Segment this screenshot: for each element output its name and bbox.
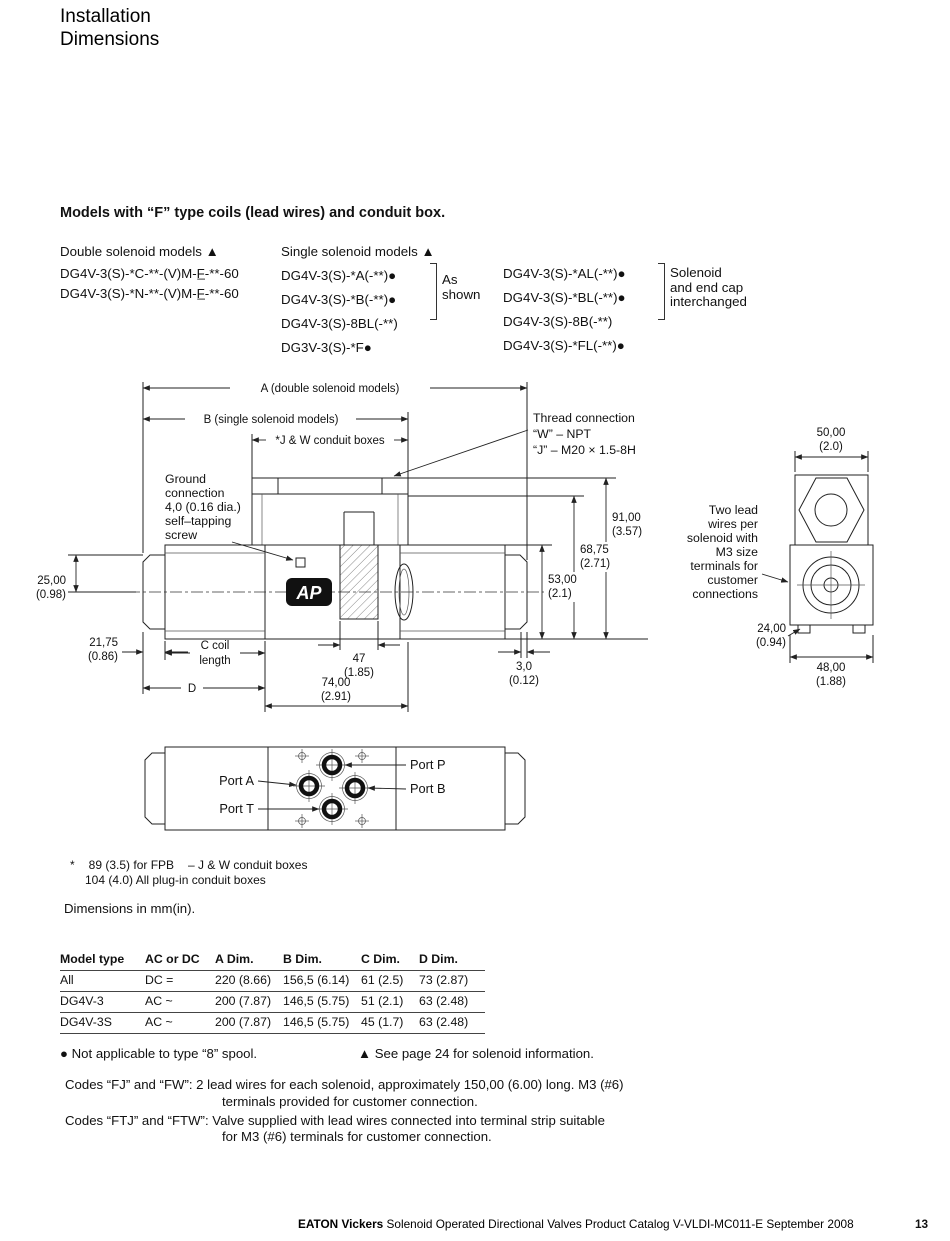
model-code: DG4V-3(S)-*B(-**)● — [281, 292, 397, 307]
two-lead-line3: solenoid with — [686, 531, 758, 545]
col-a-dim: A Dim. — [215, 950, 283, 971]
page-title-line1: Installation — [60, 6, 151, 27]
dim-48-in: (1.88) — [815, 676, 847, 688]
dim-conduit-box — [252, 434, 408, 478]
model-code: DG4V-3(S)-*AL(-**)● — [503, 266, 626, 281]
port-t-label: Port T — [219, 801, 254, 816]
two-lead-line7: connections — [692, 587, 758, 601]
ground-connection-note — [165, 472, 293, 560]
col-b-dim: B Dim. — [283, 950, 361, 971]
dim-c-coil — [165, 640, 265, 712]
two-lead-line6: customer — [707, 573, 758, 587]
dimensions-table — [60, 950, 485, 1034]
col-c-dim: C Dim. — [361, 950, 419, 971]
cell: 200 (7.87) — [215, 992, 283, 1013]
valve-bottom-view — [145, 747, 525, 830]
c-coil-label-line1: C coil — [200, 640, 230, 652]
page-title-line2: Dimensions — [60, 29, 160, 50]
codes-fj-fw-note-cont: terminals provided for customer connection. — [222, 1094, 478, 1109]
dim-74 — [265, 642, 408, 712]
interchanged-note-line2: and end cap — [670, 279, 744, 295]
dim-48-mm: 48,00 — [816, 662, 846, 674]
page-title — [60, 5, 159, 51]
interchanged-bracket — [658, 263, 665, 320]
model-code: DG4V-3(S)-*FL(-**)● — [503, 338, 625, 353]
model-code: DG4V-3(S)-*A(-**)● — [281, 268, 397, 283]
dim-a-label: A (double solenoid models) — [260, 383, 400, 395]
asterisk-footnote — [70, 858, 307, 888]
as-shown-label — [442, 272, 480, 302]
model-code: DG4V-3(S)-*N-**-(V)M-F̲-**-60 — [60, 286, 239, 301]
dim-50-mm: 50,00 — [816, 427, 846, 439]
cell: 63 (2.48) — [419, 1013, 485, 1034]
codes-fj-fw-note: Codes “FJ” and “FW”: 2 lead wires for each solenoid, approximately 150,00 (6.00) long. M3 (#6) — [65, 1077, 624, 1092]
thread-note-line3: “J” – M20 × 1.5-8H — [533, 443, 636, 457]
hatched-conduit-stem — [340, 545, 378, 619]
dim-2175-in: (0.86) — [87, 651, 118, 663]
dim-24-in: (0.94) — [755, 637, 786, 649]
single-models-heading: Single solenoid models ▲ — [281, 244, 435, 259]
dim-25 — [36, 555, 143, 601]
col-d-dim: D Dim. — [419, 950, 485, 971]
two-lead-line4: M3 size — [715, 545, 758, 559]
dim-3 — [498, 632, 550, 687]
dim-25-in: (0.98) — [35, 589, 66, 601]
footnote-line1 — [70, 858, 307, 873]
two-lead-line1: Two lead — [708, 503, 758, 517]
as-shown-line1: As — [442, 272, 458, 287]
footnote-line1b: – J & W conduit boxes — [188, 858, 308, 872]
footnote-line1a: 89 (3.5) for FPB — [88, 858, 175, 872]
dim-53-mm: 53,00 — [548, 574, 577, 586]
cell: DG4V-3 — [60, 992, 145, 1013]
port-a-label: Port A — [219, 773, 254, 788]
cell: 63 (2.48) — [419, 992, 485, 1013]
dim-b-label: B (single solenoid models) — [203, 414, 339, 426]
page-number: 13 — [915, 1217, 929, 1231]
footer-text: Solenoid Operated Directional Valves Product Catalog V-VLDI-MC011-E September 2008 — [386, 1217, 854, 1231]
thread-note-line2: “W” – NPT — [533, 427, 592, 441]
interchanged-note — [670, 266, 747, 310]
ground-screw — [296, 558, 305, 567]
cell: 146,5 (5.75) — [283, 992, 361, 1013]
col-model-type: Model type — [60, 950, 145, 971]
dim-a — [143, 382, 527, 560]
ground-note-line5: screw — [165, 528, 198, 542]
dim-24-mm: 24,00 — [757, 623, 786, 635]
dim-2175 — [88, 632, 188, 694]
single-solenoid-models — [281, 244, 435, 360]
ground-note-line3: 4,0 (0.16 dia.) — [165, 500, 241, 514]
dim-74-mm: 74,00 — [321, 677, 351, 689]
ground-note-line4: self–tapping — [165, 514, 232, 528]
dim-47-in: (1.85) — [343, 667, 375, 679]
model-code: DG3V-3(S)-*F● — [281, 340, 372, 355]
table-row — [60, 1013, 485, 1034]
cell: 146,5 (5.75) — [283, 1013, 361, 1034]
cell: 51 (2.1) — [361, 992, 419, 1013]
dim-6875-in: (2.71) — [580, 558, 611, 570]
double-models-heading: Double solenoid models ▲ — [60, 244, 219, 259]
codes-ftj-ftw-note: Codes “FTJ” and “FTW”: Valve supplied with lead wires connected into terminal strip suitable — [65, 1113, 605, 1128]
model-code: DG4V-3(S)-8BL(-**) — [281, 316, 398, 331]
dim-d — [143, 683, 265, 695]
interchanged-note-line3: interchanged — [670, 294, 747, 309]
dim-47 — [318, 621, 400, 679]
dim-47-mm: 47 — [352, 653, 366, 665]
dimensions-note: Dimensions in mm(in). — [64, 901, 196, 916]
dim-d-label: D — [187, 683, 197, 695]
two-lead-wires-note — [687, 503, 788, 601]
cell: 220 (8.66) — [215, 971, 283, 992]
port-b-label: Port B — [410, 781, 446, 796]
cell: DC = — [145, 971, 215, 992]
two-lead-line5: terminals for — [690, 559, 758, 573]
dim-2175-mm: 21,75 — [89, 637, 118, 649]
section-heading: Models with “F” type coils (lead wires) and conduit box. — [60, 205, 446, 221]
installation-drawing — [0, 372, 950, 847]
ground-note-line2: connection — [165, 486, 225, 500]
thread-note-line1: Thread connection — [533, 411, 635, 425]
table-header-row — [60, 950, 485, 971]
col-ac-dc: AC or DC — [145, 950, 215, 971]
as-shown-bracket — [430, 263, 437, 320]
conduit-box-label: *J & W conduit boxes — [275, 435, 385, 447]
model-code: DG4V-3(S)-*C-**-(V)M-F̲-**-60 — [60, 266, 239, 281]
dim-3-in: (0.12) — [508, 675, 540, 687]
cell: 61 (2.5) — [361, 971, 419, 992]
cell: DG4V-3S — [60, 1013, 145, 1034]
codes-ftj-ftw-note-cont: for M3 (#6) terminals for customer connection. — [222, 1129, 492, 1144]
cell: All — [60, 971, 145, 992]
dim-91-mm: 91,00 — [612, 512, 641, 524]
interchanged-note-line1: Solenoid — [670, 265, 722, 280]
model-code: DG4V-3(S)-8B(-**) — [503, 314, 613, 329]
cell: 200 (7.87) — [215, 1013, 283, 1034]
bullet-note: ● Not applicable to type “8” spool. — [60, 1046, 258, 1061]
dim-3-mm: 3,0 — [516, 661, 532, 673]
footer — [298, 1217, 854, 1231]
cell: AC ~ — [145, 1013, 215, 1034]
ground-note-line1: Ground — [165, 472, 207, 486]
footnote-line2: 104 (4.0) All plug-in conduit boxes — [85, 873, 266, 887]
port-p-label: Port P — [410, 757, 446, 772]
two-lead-line2: wires per — [708, 517, 758, 531]
double-solenoid-models — [60, 244, 239, 304]
dim-91-in: (3.57) — [612, 526, 643, 538]
dim-53-in: (2.1) — [548, 588, 572, 600]
cell: 156,5 (6.14) — [283, 971, 361, 992]
dim-25-mm: 25,00 — [37, 575, 66, 587]
dim-74-in: (2.91) — [320, 691, 352, 703]
triangle-note: ▲ See page 24 for solenoid information. — [358, 1046, 594, 1061]
footer-brand: EATON Vickers — [298, 1217, 384, 1231]
cell: 73 (2.87) — [419, 971, 485, 992]
cell: 45 (1.7) — [361, 1013, 419, 1034]
as-shown-line2: shown — [442, 287, 481, 302]
table-row — [60, 971, 485, 992]
valve-end-view — [756, 427, 873, 688]
footnote-star: * — [70, 858, 75, 872]
interchanged-models — [503, 262, 626, 358]
dim-50-in: (2.0) — [819, 441, 843, 453]
c-coil-label-line2: length — [199, 655, 231, 667]
cell: AC ~ — [145, 992, 215, 1013]
ap-logo-text: AP — [296, 583, 322, 603]
dims-right-vertical — [408, 478, 654, 639]
model-code: DG4V-3(S)-*BL(-**)● — [503, 290, 626, 305]
table-row — [60, 992, 485, 1013]
thread-connection-note — [394, 411, 636, 476]
dim-6875-mm: 68,75 — [580, 544, 609, 556]
